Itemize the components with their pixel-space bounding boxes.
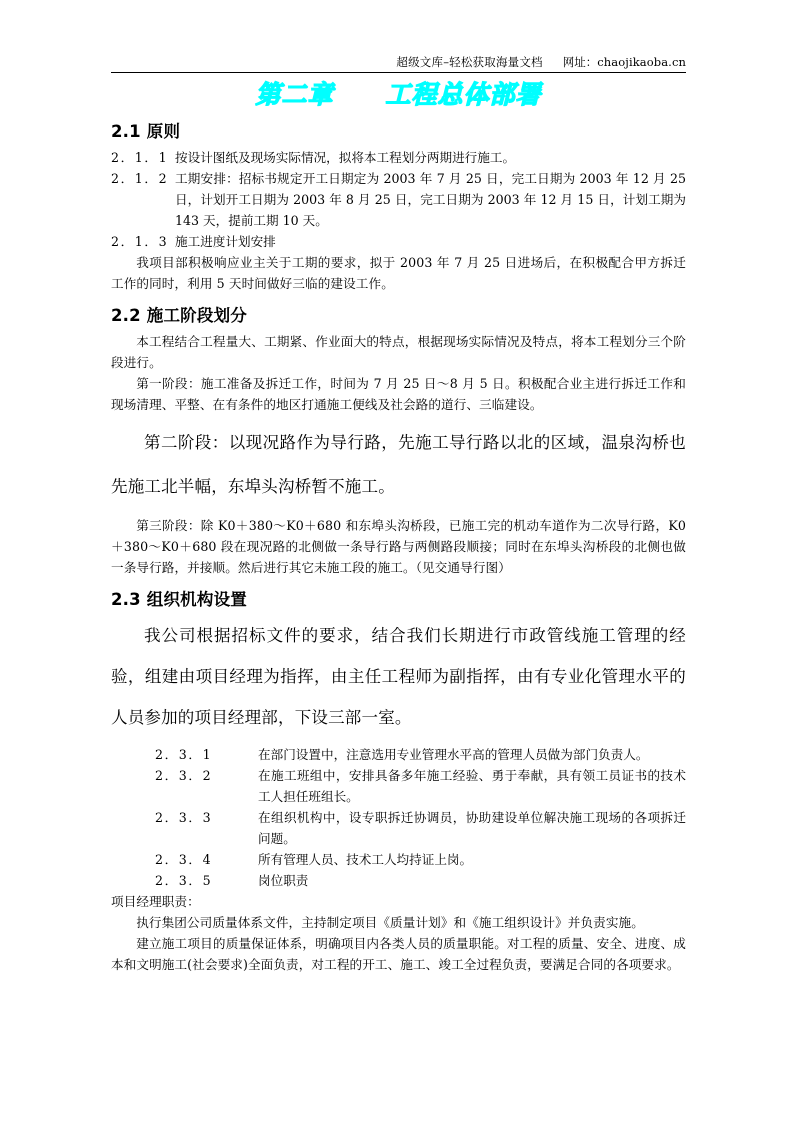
duties-label: 项目经理职责： xyxy=(111,894,200,909)
list-item-text: 所有管理人员、技术工人均持证上岗。 xyxy=(258,852,473,867)
list-item-text: 在部门设置中，注意选用专业管理水平高的管理人员做为部门负责人。 xyxy=(258,747,649,762)
list-item-2-3-3 xyxy=(111,807,686,849)
running-header xyxy=(111,55,686,73)
list-item-2-1-1 xyxy=(111,147,686,168)
header-site-name: 超级文库–轻松获取海量文档 xyxy=(396,55,543,69)
list-item-text: 岗位职责 xyxy=(258,873,309,888)
paragraph-2-2-intro: 本工程结合工程量大、工期紧、作业面大的特点，根据现场实际情况及特点，将本工程划分三个阶段进行。 xyxy=(111,334,686,370)
list-item-2-1-3 xyxy=(111,231,686,252)
list-item-text: 工期安排：招标书规定开工日期定为 2003 年 7 月 25 日，完工日期为 2003 年 12 月 25 日，计划开工日期为 2003 年 8 月 25 日，完工日期为 2003 年 12 月 15 日，计划工期为 143 天，提前工期 10 天。 xyxy=(175,171,686,228)
list-item-text: 在施工班组中，安排具备多年施工经验、勇于奉献，具有领工员证书的技术工人担任班组长。 xyxy=(258,768,686,804)
list-item-2-3-5 xyxy=(111,870,686,891)
list-item-number: 2．3．2 xyxy=(155,768,213,783)
list-item-2-1-2 xyxy=(111,168,686,231)
section-heading-2-1: 2.1 原则 xyxy=(111,122,181,141)
list-item-text: 在组织机构中，设专职拆迁协调员，协助建设单位解决施工现场的各项拆迁问题。 xyxy=(258,810,686,846)
list-item-text: 按设计图纸及现场实际情况，拟将本工程划分两期进行施工。 xyxy=(175,150,516,165)
paragraph-stage-one: 第一阶段：施工准备及拆迁工作，时间为 7 月 25 日～8 月 5 日。积极配合业主进行拆迁工作和现场清理、平整、在有条件的地区打通施工便线及社会路的道行、三临建设。 xyxy=(111,376,686,412)
list-item-text: 施工进度计划安排 xyxy=(175,234,276,249)
paragraph-2-3-intro: 我公司根据招标文件的要求，结合我们长期进行市政管线施工管理的经验，组建由项目经理为指挥，由主任工程师为副指挥，由有专业化管理水平的人员参加的项目经理部，下设三部一室。 xyxy=(111,626,686,727)
section-heading-2-2: 2.2 施工阶段划分 xyxy=(111,306,247,325)
paragraph-2-1-3-detail: 我项目部积极响应业主关于工期的要求，拟于 2003 年 7 月 25 日进场后，在积极配合甲方拆迁工作的同时，利用 5 天时间做好三临的建设工作。 xyxy=(111,255,686,291)
list-item-number: 2．3．5 xyxy=(155,873,213,888)
list-item-number: 2．3．4 xyxy=(155,852,213,867)
list-item-number: 2．3．1 xyxy=(155,747,213,762)
list-item-2-3-1 xyxy=(111,744,686,765)
list-item-2-3-2 xyxy=(111,765,686,807)
paragraph-stage-three: 第三阶段：除 K0＋380～K0＋680 和东埠头沟桥段，已施工完的机动车道作为二次导行路，K0＋380～K0＋680 段在现况路的北侧做一条导行路与两侧路段顺接；同时在东埠头沟桥段的北侧也做一条导行路，并接顺。然后进行其它未施工段的施工。（见交通导行图） xyxy=(111,518,686,575)
header-url: chaojikaoba.cn xyxy=(597,55,686,69)
duties-paragraph-2: 建立施工项目的质量保证体系，明确项目内各类人员的质量职能。对工程的质量、安全、进度、成本和文明施工(社会要求)全面负责，对工程的开工、施工、竣工全过程负责，要满足合同的各项要求。 xyxy=(111,936,686,972)
duties-paragraph-1: 执行集团公司质量体系文件，主持制定项目《质量计划》和《施工组织设计》并负责实施。 xyxy=(136,915,644,930)
page-content xyxy=(111,0,686,975)
section-heading-2-3: 2.3 组织机构设置 xyxy=(111,590,247,609)
paragraph-stage-two: 第二阶段：以现况路作为导行路，先施工导行路以北的区域，温泉沟桥也先施工北半幅，东埠头沟桥暂不施工。 xyxy=(111,433,686,496)
header-url-label: 网址： xyxy=(562,55,598,69)
chapter-title: 第二章 工程总体部署 xyxy=(255,80,542,109)
list-item-number: 2．1．2 xyxy=(111,171,169,186)
list-item-number: 2．1．3 xyxy=(111,234,169,249)
list-item-2-3-4 xyxy=(111,849,686,870)
list-item-number: 2．1．1 xyxy=(111,150,169,165)
list-item-number: 2．3．3 xyxy=(155,810,213,825)
